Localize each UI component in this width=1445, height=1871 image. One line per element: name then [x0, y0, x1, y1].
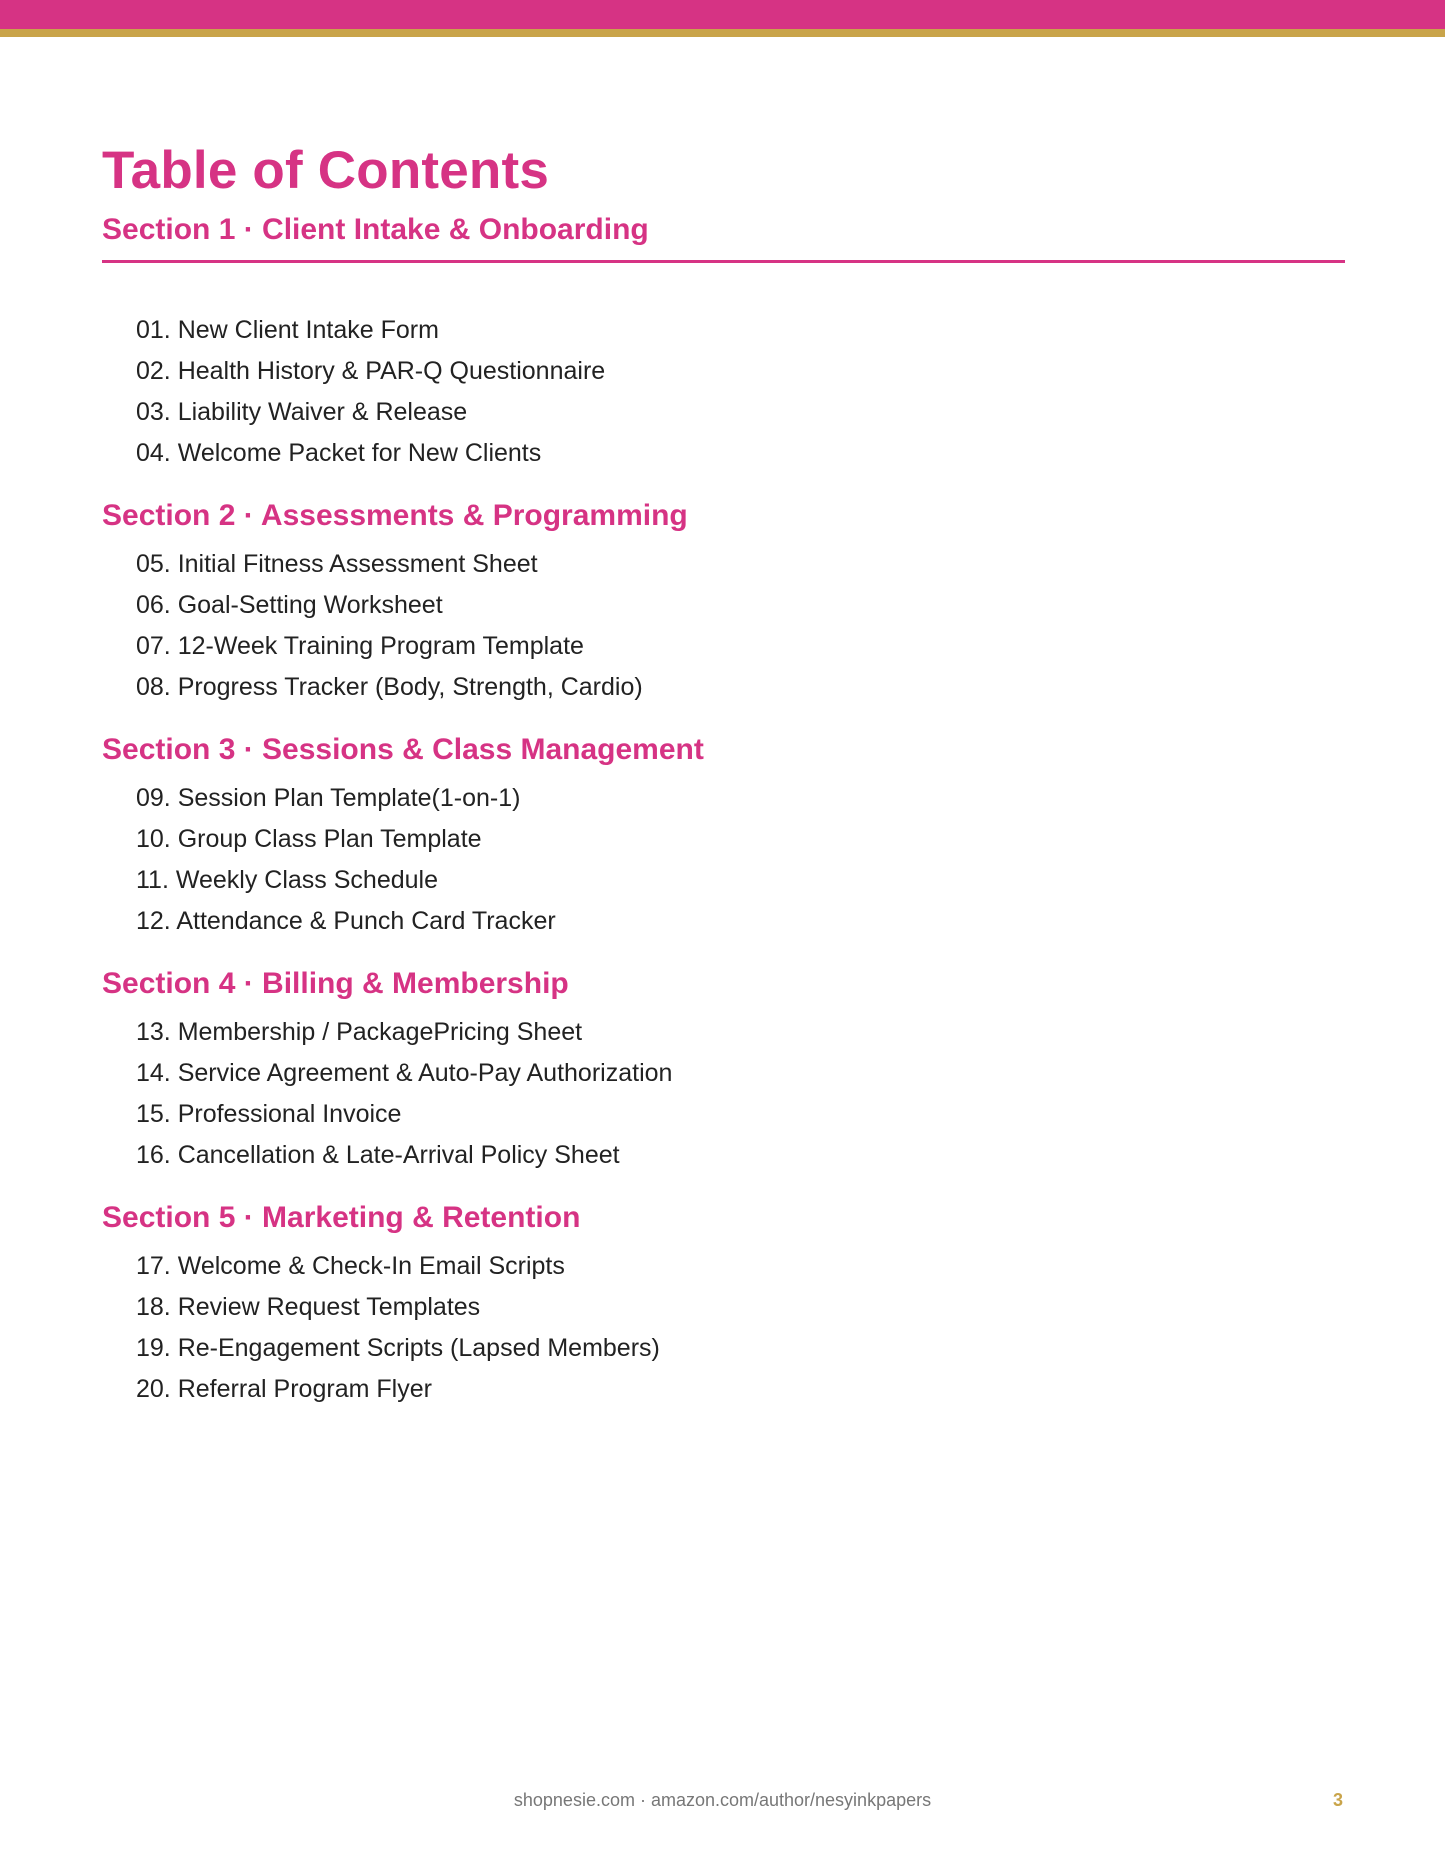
- toc-section-1: [102, 210, 1345, 474]
- toc-item: 02. Health History & PAR-Q Questionnaire: [136, 357, 606, 385]
- toc-item: 12. Attendance & Punch Card Tracker: [136, 907, 556, 935]
- toc-item: 08. Progress Tracker (Body, Strength, Cardio): [136, 673, 643, 701]
- header-gold-stripe: [0, 29, 1445, 37]
- header-accent-bar: [0, 0, 1445, 29]
- section-heading: Section 3 · Sessions & Class Management: [102, 733, 704, 766]
- toc-section-2: [102, 496, 1345, 708]
- toc-item: 01. New Client Intake Form: [136, 316, 439, 344]
- section-item-list: [102, 1012, 1345, 1176]
- page-number: 3: [1332, 1790, 1343, 1810]
- toc-item: 18. Review Request Templates: [136, 1293, 481, 1321]
- toc-item: 06. Goal-Setting Worksheet: [136, 591, 443, 619]
- toc-item: 07. 12-Week Training Program Template: [136, 632, 584, 660]
- toc-item: 09. Session Plan Template(1-on-1): [136, 784, 521, 812]
- toc-item: 17. Welcome & Check-In Email Scripts: [136, 1252, 565, 1280]
- toc-item: 19. Re-Engagement Scripts (Lapsed Members): [136, 1334, 660, 1362]
- toc-content: [102, 137, 1345, 1410]
- toc-item: 20. Referral Program Flyer: [136, 1375, 432, 1403]
- section-item-list: [102, 310, 1345, 474]
- footer-links: shopnesie.com · amazon.com/author/nesyinkpapers: [513, 1790, 932, 1810]
- section-item-list: [102, 1246, 1345, 1410]
- toc-item: 15. Professional Invoice: [136, 1100, 402, 1128]
- toc-item: 04. Welcome Packet for New Clients: [136, 439, 542, 467]
- section-item-list: [102, 778, 1345, 942]
- toc-item: 05. Initial Fitness Assessment Sheet: [136, 550, 538, 578]
- toc-section-3: [102, 730, 1345, 942]
- section-item-list: [102, 544, 1345, 708]
- page-title: Table of Contents: [102, 141, 550, 200]
- section-heading: Section 5 · Marketing & Retention: [102, 1201, 581, 1234]
- toc-section-4: [102, 964, 1345, 1176]
- toc-item: 10. Group Class Plan Template: [136, 825, 482, 853]
- toc-item: 14. Service Agreement & Auto-Pay Authorization: [136, 1059, 673, 1087]
- toc-section-5: [102, 1198, 1345, 1410]
- section-heading: Section 1 · Client Intake & Onboarding: [102, 210, 1345, 263]
- toc-item: 16. Cancellation & Late-Arrival Policy Sheet: [136, 1141, 620, 1169]
- section-heading: Section 2 · Assessments & Programming: [102, 499, 688, 532]
- toc-item: 13. Membership / PackagePricing Sheet: [136, 1018, 583, 1046]
- toc-item: 03. Liability Waiver & Release: [136, 398, 468, 426]
- section-heading: Section 4 · Billing & Membership: [102, 967, 569, 1000]
- toc-item: 11. Weekly Class Schedule: [136, 866, 439, 894]
